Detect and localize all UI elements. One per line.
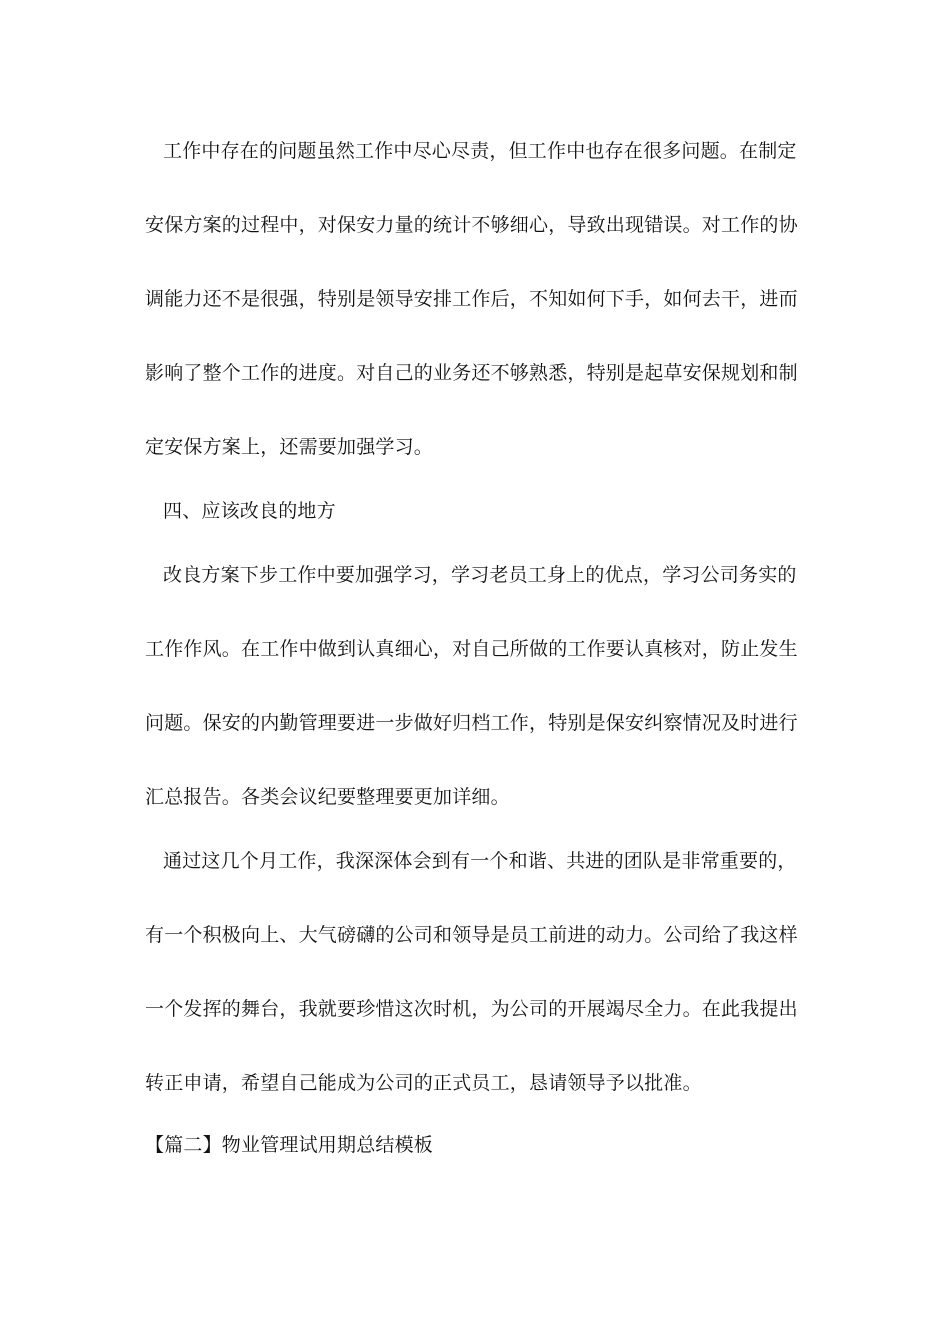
paragraph-3-line-2: 有一个积极向上、大气磅礴的公司和领导是员工前进的动力。公司给了我这样 [145,924,798,946]
paragraph-2-line-4: 汇总报告。各类会议纪要整理要更加详细。 [145,786,510,808]
paragraph-3-line-4: 转正申请，希望自己能成为公司的正式员工，恳请领导予以批准。 [145,1072,702,1094]
paragraph-1-line-4: 影响了整个工作的进度。对自己的业务还不够熟悉，特别是起草安保规划和制 [145,362,798,384]
paragraph-2-line-1: 改良方案下步工作中要加强学习，学习老员工身上的优点，学习公司务实的 [163,564,797,586]
paragraph-1-line-3: 调能力还不是很强，特别是领导安排工作后，不知如何下手，如何去干，进而 [145,288,798,310]
paragraph-1-line-1: 工作中存在的问题虽然工作中尽心尽责，但工作中也存在很多问题。在制定 [163,140,797,162]
paragraph-1-line-2: 安保方案的过程中，对保安力量的统计不够细心，导致出现错误。对工作的协 [145,214,798,236]
section-heading-part-2: 【篇二】物业管理试用期总结模板 [145,1134,434,1156]
paragraph-2-line-2: 工作作风。在工作中做到认真细心，对自己所做的工作要认真核对，防止发生 [145,638,798,660]
paragraph-2-line-3: 问题。保安的内勤管理要进一步做好归档工作，特别是保安纠察情况及时进行 [145,712,798,734]
paragraph-1-line-5: 定安保方案上，还需要加强学习。 [145,436,434,458]
paragraph-3-line-3: 一个发挥的舞台，我就要珍惜这次时机，为公司的开展竭尽全力。在此我提出 [145,998,798,1020]
section-heading-4: 四、应该改良的地方 [163,500,336,522]
paragraph-3-line-1: 通过这几个月工作，我深深体会到有一个和谐、共进的团队是非常重要的， [163,850,797,872]
